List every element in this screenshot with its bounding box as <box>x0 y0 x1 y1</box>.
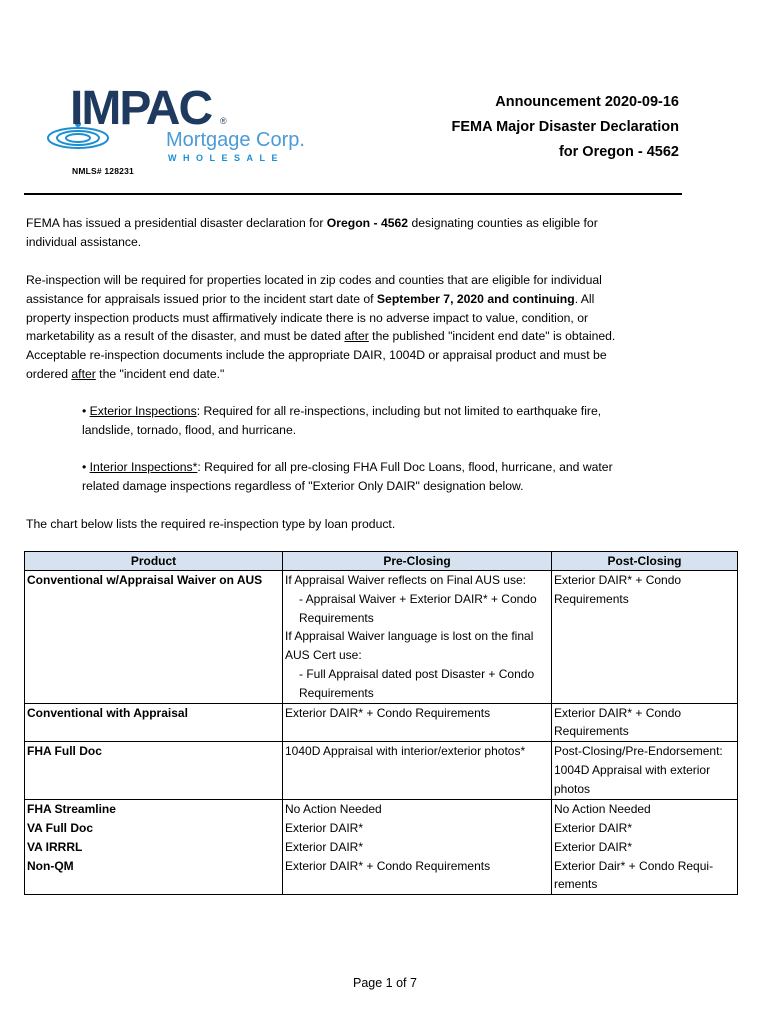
cell-post-closing: Exterior DAIR* <box>552 819 738 838</box>
intro-paragraph-2: Re-inspection will be required for properties located in zip codes and counties that are eligible for individual assistance for appraisals issued prior to the incident start date of September 7, 2020 and continuing. All property inspection products must affirmatively indicate there is no adverse impact to value, condition, or marketability as a result of the disaster, and must be dated after the published "incident end date" is obtained. Acceptable re-inspection documents include the appropriate DAIR, 1004D or appraisal product and must be ordered after the "incident end date." <box>26 273 616 381</box>
cell-pre-closing: If Appraisal Waiver reflects on Final AUS use: - Appraisal Waiver + Exterior DAIR* + Condo Requirements If Appraisal Waiver language is lost on the final AUS Cert use: - Full Appraisal dated post Disaster + Condo Requirements <box>283 571 552 704</box>
nmls-number: NMLS# 128231 <box>72 166 134 176</box>
cell-product: FHA Full Doc <box>25 742 283 800</box>
header-post-closing: Post-Closing <box>552 552 738 571</box>
svg-text:®: ® <box>220 116 227 126</box>
cell-product: Conventional w/Appraisal Waiver on AUS <box>25 571 283 704</box>
logo-line3: WHOLESALE <box>168 153 284 163</box>
table-row <box>25 800 738 819</box>
bullet-exterior-inspections: • Exterior Inspections: Required for all re-inspections, including but not limited to earthquake fire, landslide, tornado, flood, and hurricane. <box>82 404 602 437</box>
cell-post-closing: Exterior DAIR* <box>552 838 738 857</box>
cell-pre-closing: Exterior DAIR* <box>283 838 552 857</box>
cell-pre-closing: No Action Needed <box>283 800 552 819</box>
reinspection-table <box>24 551 738 895</box>
cell-post-closing: Exterior DAIR* + Condo Requirements <box>552 571 738 704</box>
table-row <box>25 857 738 895</box>
table-row <box>25 819 738 838</box>
cell-product: VA Full Doc <box>25 819 283 838</box>
cell-pre-closing: Exterior DAIR* + Condo Requirements <box>283 857 552 895</box>
announcement-header <box>452 90 680 165</box>
page-number: Page 1 of 7 <box>353 976 417 990</box>
table-row <box>25 838 738 857</box>
cell-post-closing: No Action Needed <box>552 800 738 819</box>
bullet-interior-inspections: • Interior Inspections*: Required for all pre-closing FHA Full Doc Loans, flood, hurricane, and water related damage inspections regardless of "Exterior Only DAIR" designation below. <box>82 460 613 493</box>
table-row <box>25 703 738 742</box>
logo-brand: IMPAC <box>70 88 212 135</box>
header-pre-closing: Pre-Closing <box>283 552 552 571</box>
cell-pre-closing: 1040D Appraisal with interior/exterior photos* <box>283 742 552 800</box>
logo-line2: Mortgage Corp. <box>166 129 305 151</box>
cell-product: VA IRRRL <box>25 838 283 857</box>
intro-paragraph-1: FEMA has issued a presidential disaster declaration for Oregon - 4562 designating counties as eligible for individual assistance. <box>26 216 598 249</box>
table-row <box>25 571 738 704</box>
cell-post-closing: Post-Closing/Pre-Endorsement: 1004D Appraisal with exterior photos <box>552 742 738 800</box>
table-header-row <box>25 552 738 571</box>
cell-product: Non-QM <box>25 857 283 895</box>
table-row <box>25 742 738 800</box>
cell-product: Conventional with Appraisal <box>25 703 283 742</box>
announcement-line3: for Oregon - 4562 <box>558 144 679 160</box>
header-divider <box>24 193 682 195</box>
cell-post-closing: Exterior DAIR* + Condo Requirements <box>552 703 738 742</box>
announcement-line2: FEMA Major Disaster Declaration <box>451 119 679 135</box>
cell-pre-closing: Exterior DAIR* + Condo Requirements <box>283 703 552 742</box>
cell-pre-closing: Exterior DAIR* <box>283 819 552 838</box>
header-product: Product <box>25 552 283 571</box>
cell-post-closing: Exterior Dair* + Condo Requi-rements <box>552 857 738 895</box>
chart-intro: The chart below lists the required re-inspection type by loan product. <box>26 517 396 531</box>
cell-product: FHA Streamline <box>25 800 283 819</box>
announcement-line1: Announcement 2020-09-16 <box>495 94 679 110</box>
